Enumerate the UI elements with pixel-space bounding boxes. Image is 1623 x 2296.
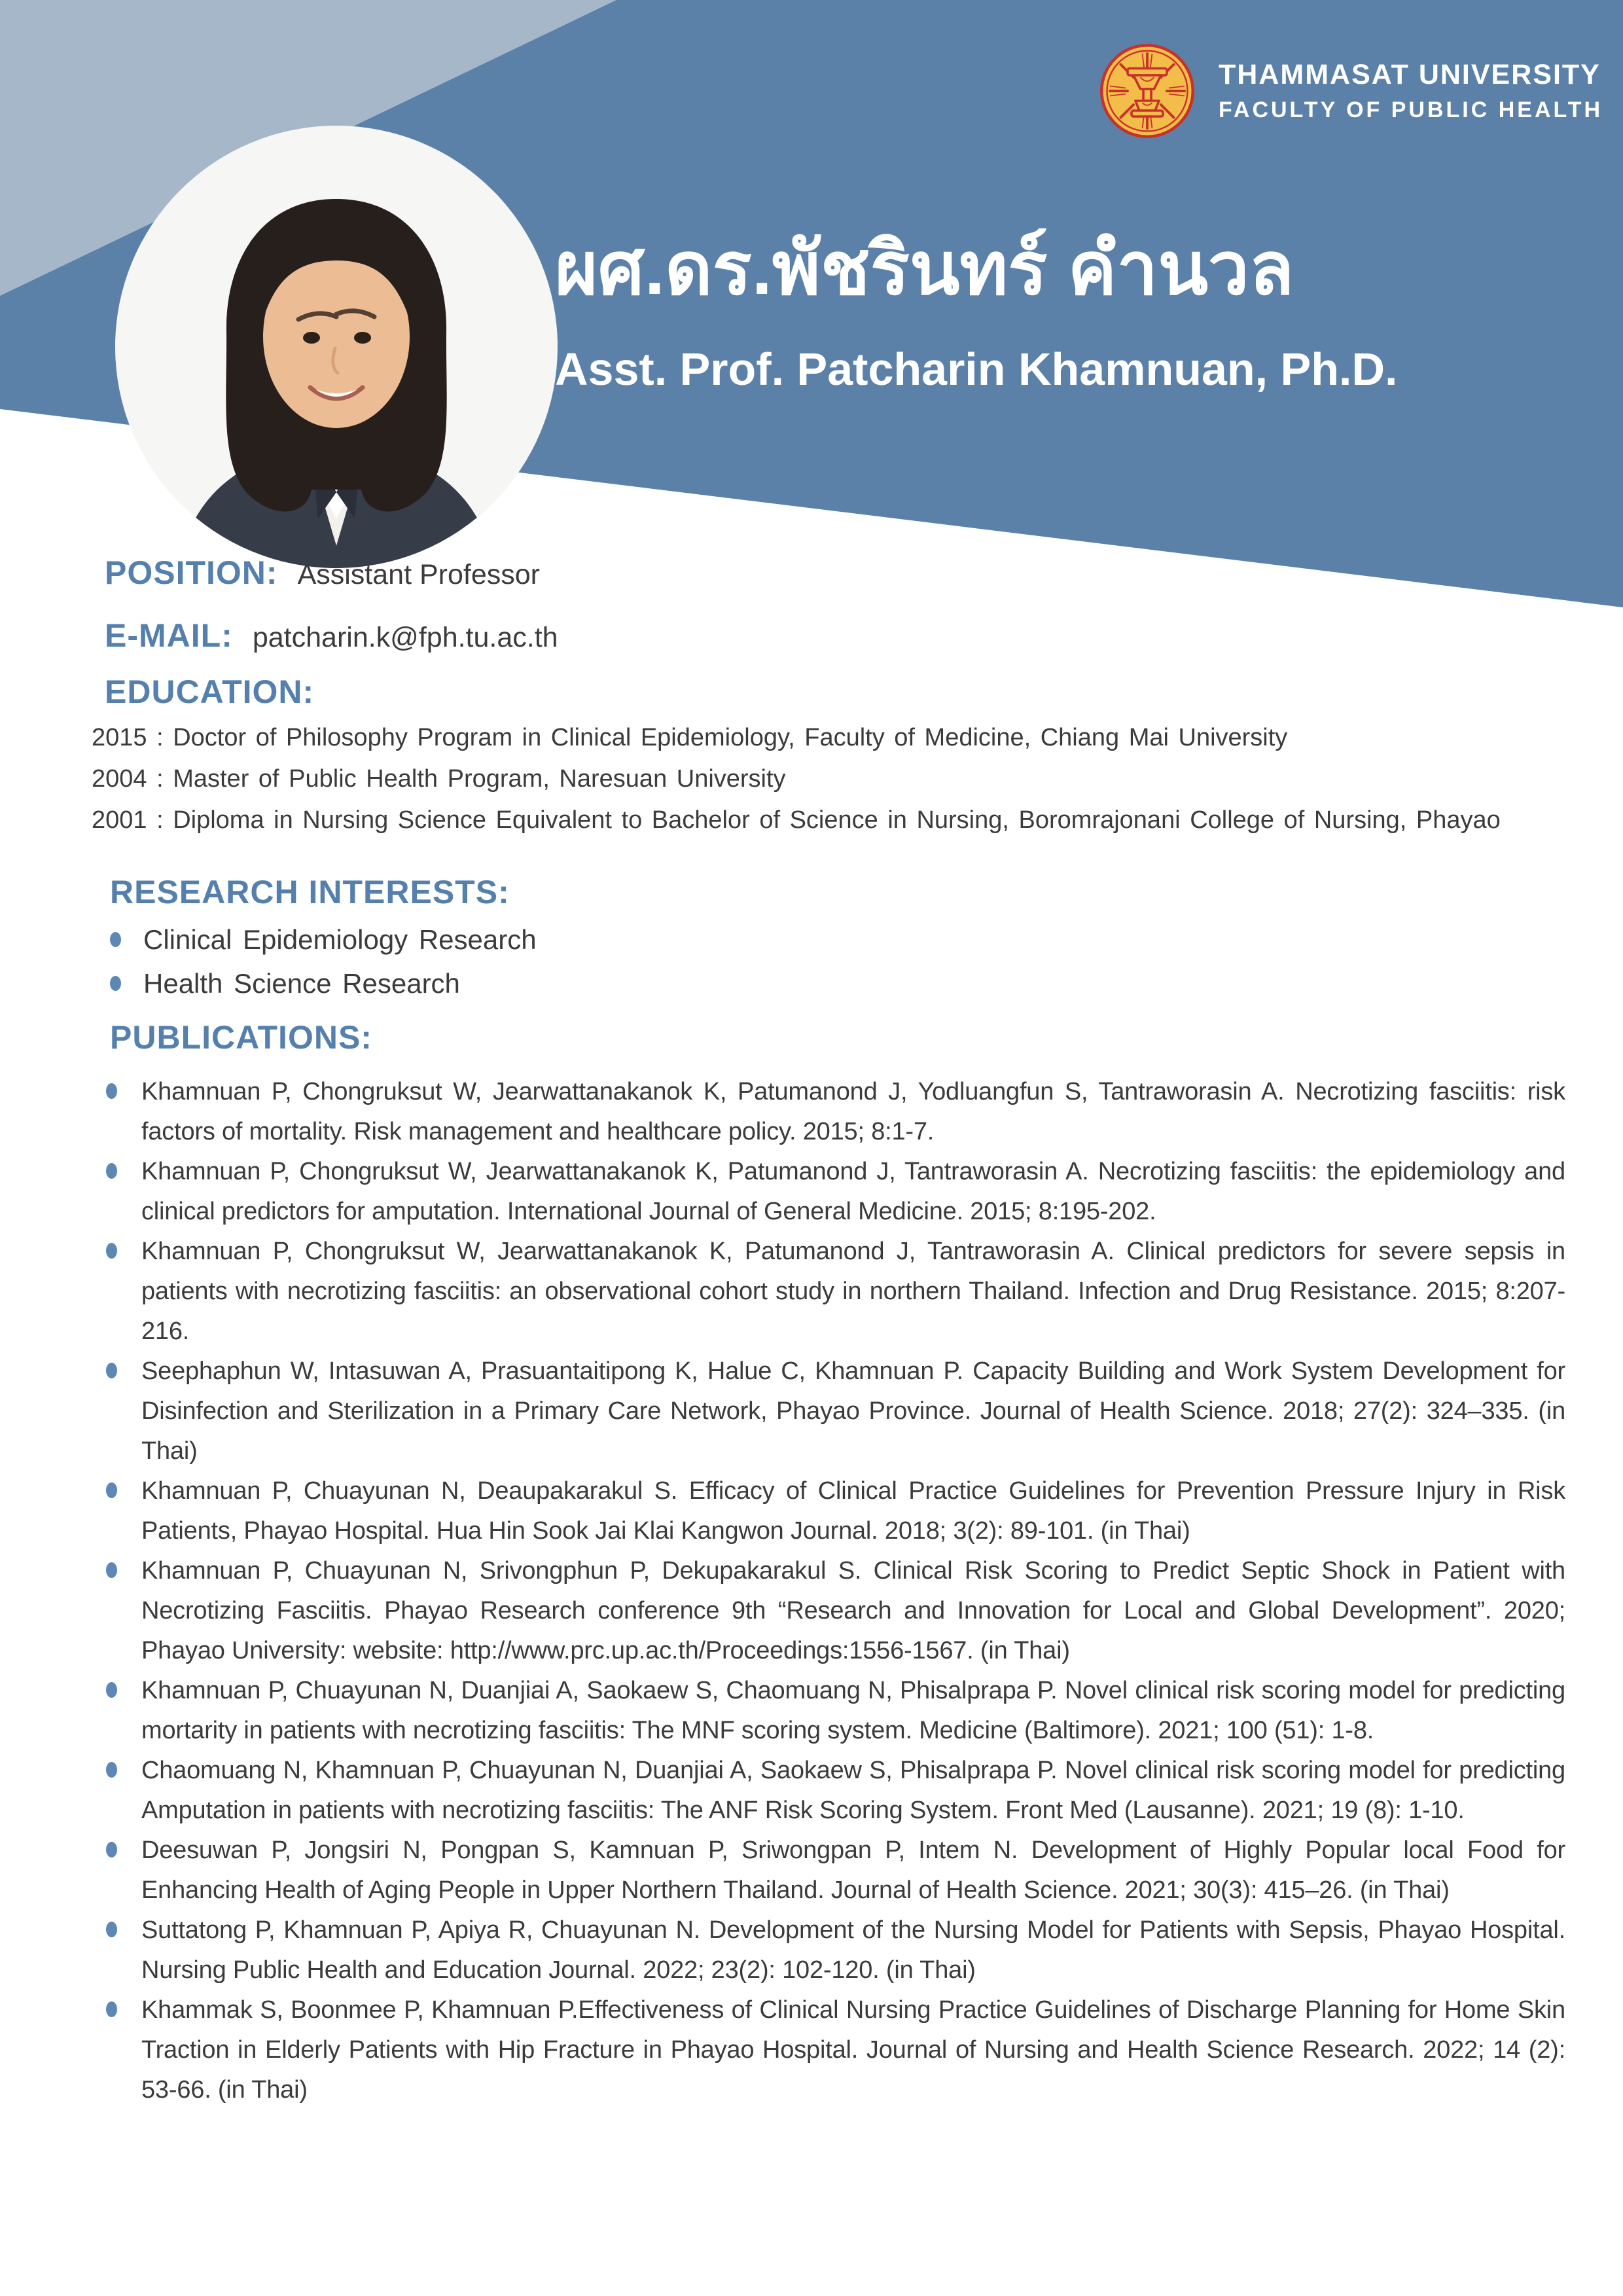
publication-text: Khamnuan P, Chuayunan N, Duanjiai A, Saokaew S, Chaomuang N, Phisalprapa P. Novel clinical risk scoring model for predicting mortarity in patients with necrotizing fasciitis: The MNF scoring system. Medicine (Baltimore). 2021; 100 (51): 1-8. xyxy=(141,1677,1565,1744)
education-label: EDUCATION: xyxy=(105,673,315,710)
bullet-icon xyxy=(106,1363,117,1378)
publication-item xyxy=(105,1072,1565,1152)
publication-item xyxy=(105,1910,1565,1990)
profile-photo xyxy=(115,126,558,568)
publication-text: Deesuwan P, Jongsiri N, Pongpan S, Kamnuan P, Sriwongpan P, Intem N. Development of Highly Popular local Food for Enhancing Health of Aging People in Upper Northern Thailand. Journal of Health Science. 2021; 30(3): 415–26. (in Thai) xyxy=(141,1837,1565,1904)
education-section-header xyxy=(105,673,314,711)
education-item: 2015 : Doctor of Philosophy Program in Clinical Epidemiology, Faculty of Medicine, Chiang Mai University xyxy=(92,724,1288,751)
position-label: POSITION: xyxy=(105,554,278,591)
interest-item xyxy=(110,961,537,1005)
publication-item xyxy=(105,1232,1565,1352)
email-value: patcharin.k@fph.tu.ac.th xyxy=(252,622,558,653)
publication-item xyxy=(105,1671,1565,1751)
position-value: Assistant Professor xyxy=(297,559,540,590)
publications-list xyxy=(105,1072,1565,2110)
bullet-icon xyxy=(110,932,121,947)
bullet-icon xyxy=(106,1163,117,1179)
name-block xyxy=(555,208,1397,401)
bullet-icon xyxy=(106,1482,117,1498)
position-row xyxy=(105,554,540,592)
interest-text: Clinical Epidemiology Research xyxy=(143,924,537,955)
bullet-icon xyxy=(106,1682,117,1698)
publication-item xyxy=(105,1551,1565,1671)
publication-text: Khamnuan P, Chuayunan N, Deaupakarakul S. Efficacy of Clinical Practice Guidelines for Prevention Pressure Injury in Risk Patients, Phayao Hospital. Hua Hin Sook Jai Klai Kangwon Journal. 2018; 3(2): 89-101. (in Thai) xyxy=(141,1477,1565,1545)
research-interests-section-header xyxy=(110,873,510,911)
person-portrait xyxy=(115,126,558,568)
publication-text: Khammak S, Boonmee P, Khamnuan P.Effectiveness of Clinical Nursing Practice Guidelines of Discharge Planning for Home Skin Traction in Elderly Patients with Hip Fracture in Phayao Hospital. Journal of Nursing and Health Science Research. 2022; 14 (2): 53-66. (in Thai) xyxy=(141,1996,1565,2104)
university-name: THAMMASAT UNIVERSITY xyxy=(1219,59,1601,90)
bullet-icon xyxy=(106,1842,117,1857)
publication-item xyxy=(105,1990,1565,2110)
bullet-icon xyxy=(106,1562,117,1578)
university-brand xyxy=(1098,42,1603,140)
publication-item xyxy=(105,1352,1565,1471)
email-row xyxy=(105,617,558,655)
bullet-icon xyxy=(106,2001,117,2017)
research-interests-label: RESEARCH INTERESTS: xyxy=(110,874,510,910)
interest-text: Health Science Research xyxy=(143,967,460,999)
publication-item xyxy=(105,1471,1565,1551)
faculty-name: FACULTY OF PUBLIC HEALTH xyxy=(1219,98,1603,122)
publication-item xyxy=(105,1751,1565,1831)
name-english: Asst. Prof. Patcharin Khamnuan, Ph.D. xyxy=(555,344,1398,395)
interest-item xyxy=(110,918,537,961)
bullet-icon xyxy=(106,1243,117,1259)
bullet-icon xyxy=(106,1922,117,1937)
publication-item xyxy=(105,1152,1565,1232)
bullet-icon xyxy=(110,976,121,991)
publication-item xyxy=(105,1831,1565,1910)
publication-text: Chaomuang N, Khamnuan P, Chuayunan N, Duanjiai A, Saokaew S, Phisalprapa P. Novel clinical risk scoring model for predicting Amputation in patients with necrotizing fasciitis: The ANF Risk Scoring System. Front Med (Lausanne). 2021; 19 (8): 1-10. xyxy=(141,1757,1565,1824)
publications-label: PUBLICATIONS: xyxy=(110,1019,372,1056)
publications-section-header xyxy=(110,1018,372,1056)
publication-text: Khamnuan P, Chongruksut W, Jearwattanakanok K, Patumanond J, Tantraworasin A. Necrotizing fasciitis: the epidemiology and clinical predictors for amputation. International Journal of General Medicine. 2015; 8:195-202. xyxy=(141,1158,1565,1225)
education-item: 2001 : Diploma in Nursing Science Equivalent to Bachelor of Science in Nursing, Boromrajonani College of Nursing, Phayao xyxy=(92,806,1501,834)
publication-text: Seephaphun W, Intasuwan A, Prasuantaitipong K, Halue C, Khamnuan P. Capacity Building and Work System Development for Disinfection and Sterilization in a Primary Care Network, Phayao Province. Journal of Health Science. 2018; 27(2): 324–335. (in Thai) xyxy=(141,1357,1565,1465)
research-interests-list xyxy=(110,918,537,1005)
email-label: E-MAIL: xyxy=(105,617,233,654)
education-list xyxy=(92,717,1577,841)
education-item: 2004 : Master of Public Health Program, Naresuan University xyxy=(92,765,786,793)
publication-text: Suttatong P, Khamnuan P, Apiya R, Chuayunan N. Development of the Nursing Model for Patients with Sepsis, Phayao Hospital. Nursing Public Health and Education Journal. 2022; 23(2): 102-120. (in Thai) xyxy=(141,1916,1565,1984)
university-seal-logo xyxy=(1098,42,1196,140)
bullet-icon xyxy=(106,1762,117,1778)
name-thai: ผศ.ดร.พัชรินทร์ คำนวล xyxy=(555,228,1294,310)
publication-text: Khamnuan P, Chongruksut W, Jearwattanakanok K, Patumanond J, Tantraworasin A. Clinical predictors for severe sepsis in patients with necrotizing fasciitis: an observational cohort study in northern Thailand. Infection and Drug Resistance. 2015; 8:207-216. xyxy=(141,1238,1565,1345)
bullet-icon xyxy=(106,1083,117,1099)
publication-text: Khamnuan P, Chuayunan N, Srivongphun P, Dekupakarakul S. Clinical Risk Scoring to Predict Septic Shock in Patient with Necrotizing Fasciitis. Phayao Research conference 9th “Research and Innovation for Local and Global Development”. 2020; Phayao University: website: http://www.prc.up.ac.th/Proceedings:1556-1567. (in Thai) xyxy=(141,1557,1565,1664)
publication-text: Khamnuan P, Chongruksut W, Jearwattanakanok K, Patumanond J, Yodluangfun S, Tantraworasin A. Necrotizing fasciitis: risk factors of mortality. Risk management and healthcare policy. 2015; 8:1-7. xyxy=(141,1078,1565,1145)
